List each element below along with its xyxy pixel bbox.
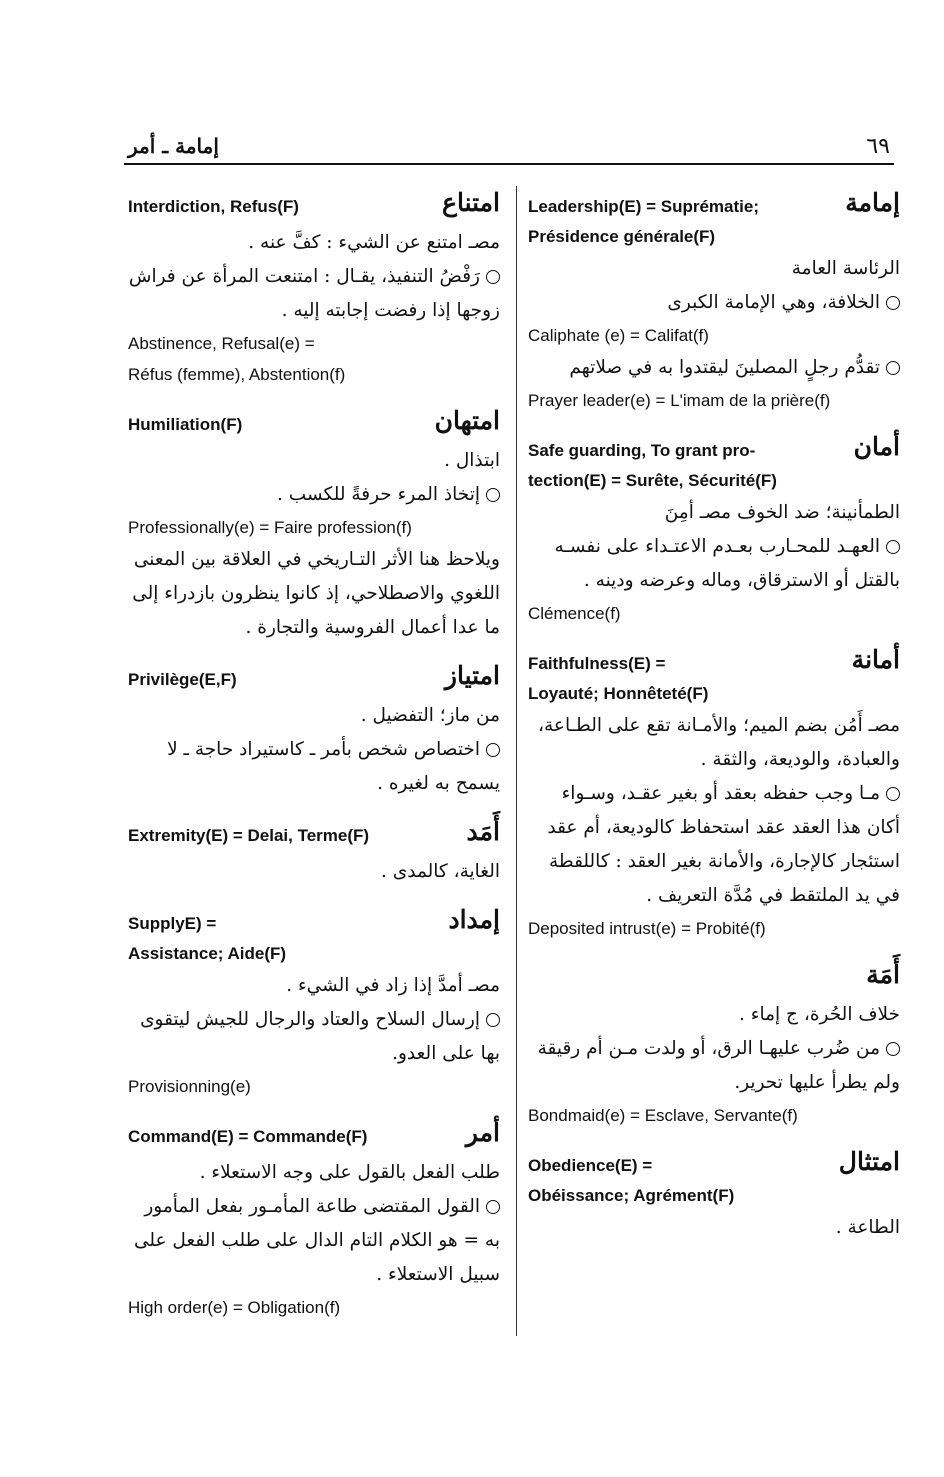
arabic-definition: [128, 733, 500, 801]
left-column: [128, 188, 500, 1343]
dictionary-entry: [128, 1118, 500, 1323]
english-line: Privilège(E,F): [128, 670, 237, 689]
arabic-definition: [128, 543, 500, 645]
bullet-circle-icon: [486, 488, 500, 502]
arabic-definition: [128, 1190, 500, 1292]
arabic-text: ويلاحظ هنا الأثر التـاريخي في العلاقة بين المعنى اللغوي والاصطلاحي، إذ كانوا ينظرون بازدراء إلى ما عدا أعمال الفروسية والتجارة .: [132, 549, 500, 638]
headword: إمامة: [845, 188, 900, 217]
arabic-text: من ماز؛ التفضيل .: [360, 705, 500, 726]
entry-head: [128, 817, 500, 855]
headword: امتياز: [444, 661, 500, 690]
translation-line: Professionally(e) = Faire profession(f): [128, 518, 412, 537]
english-line: Safe guarding, To grant pro-: [528, 441, 756, 460]
translation-line: Réfus (femme), Abstention(f): [128, 365, 346, 384]
bullet-circle-icon: [486, 1013, 500, 1027]
translation-line: Caliphate (e) = Califat(f): [528, 326, 709, 345]
headword: امتهان: [434, 406, 500, 435]
arabic-text: الخلافة، وهي الإمامة الكبرى: [667, 292, 880, 313]
english-line: Assistance; Aide(F): [128, 944, 287, 963]
dictionary-entry: [128, 905, 500, 1102]
arabic-definition: [128, 444, 500, 478]
headword: إمداد: [448, 905, 500, 934]
english-equivalents: [528, 649, 900, 709]
column-divider: [516, 186, 517, 1336]
page-number: ٦٩: [866, 134, 890, 159]
entry-head: [528, 960, 900, 998]
english-line: Command(E) = Commande(F): [128, 1127, 368, 1146]
arabic-text: مـا وجب حفظه بعقد أو بغير عقـد، وسـواء أكان هذا العقد عقد استحفاظ كالوديعة، أم عقد استئجار كالإجارة، والأمانة بغير العقد : كاللقطة في يد الملتقط في مُدَّة التعريف .: [547, 783, 900, 906]
arabic-definition: [528, 351, 900, 385]
arabic-definition: [528, 496, 900, 530]
english-equivalents: [128, 909, 500, 969]
right-column: [528, 188, 900, 1265]
bullet-circle-icon: [886, 540, 900, 554]
arabic-definition: [528, 286, 900, 320]
headword: امتثال: [838, 1147, 900, 1176]
arabic-definition: [128, 260, 500, 328]
entry-head: [128, 1118, 500, 1156]
arabic-definition: [528, 1032, 900, 1100]
entry-head: [528, 1147, 900, 1211]
page-header: [124, 128, 894, 164]
headword: أمانة: [851, 645, 900, 674]
english-line: Leadership(E) = Suprématie;: [528, 197, 759, 216]
arabic-definition: [528, 709, 900, 777]
arabic-definition: [128, 855, 500, 889]
dictionary-entry: [528, 188, 900, 416]
english-line: tection(E) = Surête, Sécurité(F): [528, 471, 777, 490]
arabic-definition: [528, 252, 900, 286]
arabic-text: رَفْضُ التنفيذ، يقـال : امتنعت المرأة عن فراش زوجها إذا رفضت إجابته إليه .: [128, 266, 500, 321]
arabic-text: مصـ أمدَّ إذا زاد في الشيء .: [286, 975, 500, 996]
arabic-definition: [528, 1211, 900, 1245]
english-equivalents: [128, 1122, 500, 1152]
dictionary-entry: [128, 188, 500, 390]
headword: أمان: [853, 432, 900, 461]
english-line: Extremity(E) = Delai, Terme(F): [128, 826, 370, 845]
arabic-text: طلب الفعل بالقول على وجه الاستعلاء .: [199, 1162, 500, 1183]
bullet-circle-icon: [886, 361, 900, 375]
arabic-text: الطاعة .: [835, 1217, 900, 1238]
translation-line: Abstinence, Refusal(e) =: [128, 334, 315, 353]
english-line: Obedience(E) =: [528, 1156, 653, 1175]
dictionary-entry: [128, 817, 500, 889]
translation-line: Bondmaid(e) = Esclave, Servante(f): [528, 1106, 798, 1125]
bullet-circle-icon: [886, 787, 900, 801]
dictionary-entry: [528, 432, 900, 629]
english-line: Obéissance; Agrément(F): [528, 1186, 735, 1205]
arabic-definition: [128, 226, 500, 260]
entry-head: [528, 188, 900, 252]
arabic-text: الطمأنينة؛ ضد الخوف مصـ أمِنَ: [664, 502, 900, 523]
arabic-text: مصـ أَمُن بضم الميم؛ والأمـانة تقع على الطـاعة، والعبادة، والوديعة، والثقة .: [538, 715, 900, 770]
english-equivalents: [528, 192, 900, 252]
arabic-definition: [128, 1156, 500, 1190]
arabic-definition: [128, 699, 500, 733]
english-line: Loyauté; Honnêteté(F): [528, 684, 709, 703]
bullet-circle-icon: [486, 270, 500, 284]
entry-head: [128, 905, 500, 969]
arabic-text: ابتذال .: [444, 450, 500, 471]
bullet-circle-icon: [886, 296, 900, 310]
dictionary-entry: [528, 645, 900, 944]
entry-head: [128, 188, 500, 226]
english-equivalents: [528, 436, 900, 496]
running-title: إمامة ـ أمر: [128, 134, 219, 158]
arabic-definition: [528, 530, 900, 598]
arabic-text: القول المقتضى طاعة المأمـور بفعل المأمور به = هو الكلام التام الدال على طلب الفعل على سبيل الاستعلاء .: [133, 1196, 500, 1285]
arabic-definition: [528, 998, 900, 1032]
headword: أَمَد: [466, 817, 500, 846]
english-equivalents: [128, 821, 500, 851]
arabic-text: من ضُرب عليهـا الرق، أو ولدت مـن أم رقيقة ولم يطرأ عليها تحرير.: [537, 1038, 900, 1093]
english-line: Interdiction, Refus(F): [128, 197, 299, 216]
translation-line: Prayer leader(e) = L'imam de la prière(f): [528, 391, 831, 410]
english-line: Présidence générale(F): [528, 227, 716, 246]
arabic-text: إتخاذ المرء حرفةً للكسب .: [277, 484, 480, 505]
arabic-definition: [128, 969, 500, 1003]
headword: امتناع: [442, 188, 500, 217]
translation-line: Provisionning(e): [128, 1077, 251, 1096]
arabic-text: مصـ امتنع عن الشيء : كفَّ عنه .: [248, 232, 500, 253]
translation-line: High order(e) = Obligation(f): [128, 1298, 341, 1317]
dictionary-entry: [128, 661, 500, 801]
english-line: Faithfulness(E) =: [528, 654, 666, 673]
header-rule: [124, 163, 894, 165]
dictionary-entry: [528, 1147, 900, 1245]
bullet-circle-icon: [886, 1042, 900, 1056]
entry-head: [528, 432, 900, 496]
arabic-definition: [128, 478, 500, 512]
headword: أَمَة: [866, 960, 900, 989]
entry-head: [128, 406, 500, 444]
arabic-text: إرسال السلاح والعتاد والرجال للجيش ليتقوى بها على العدو.: [140, 1009, 500, 1064]
arabic-text: الرئاسة العامة: [791, 258, 900, 279]
dictionary-entry: [128, 406, 500, 645]
english-line: Humiliation(F): [128, 415, 243, 434]
arabic-definition: [128, 1003, 500, 1071]
bullet-circle-icon: [486, 1200, 500, 1214]
arabic-text: الغاية، كالمدى .: [381, 861, 500, 882]
arabic-definition: [528, 777, 900, 913]
translation-line: Clémence(f): [528, 604, 621, 623]
translation-line: Deposited intrust(e) = Probité(f): [528, 919, 766, 938]
english-line: SupplyE) =: [128, 914, 217, 933]
arabic-text: خلاف الحُرة، ج إماء .: [739, 1004, 900, 1025]
bullet-circle-icon: [486, 743, 500, 757]
entry-head: [128, 661, 500, 699]
dictionary-entry: [528, 960, 900, 1131]
arabic-text: اختصاص شخص بأمر ـ كاستيراد حاجة ـ لا يسمح به لغيره .: [167, 739, 500, 794]
arabic-text: تقدُّم رجلٍ المصلينَ ليقتدوا به في صلاتهم: [569, 357, 880, 378]
arabic-text: العهـد للمحـارب بعـدم الاعتـداء على نفسـه بالقتل أو الاسترقاق، وماله وعرضه ودينه .: [554, 536, 900, 591]
entry-head: [528, 645, 900, 709]
headword: أمر: [465, 1118, 500, 1147]
